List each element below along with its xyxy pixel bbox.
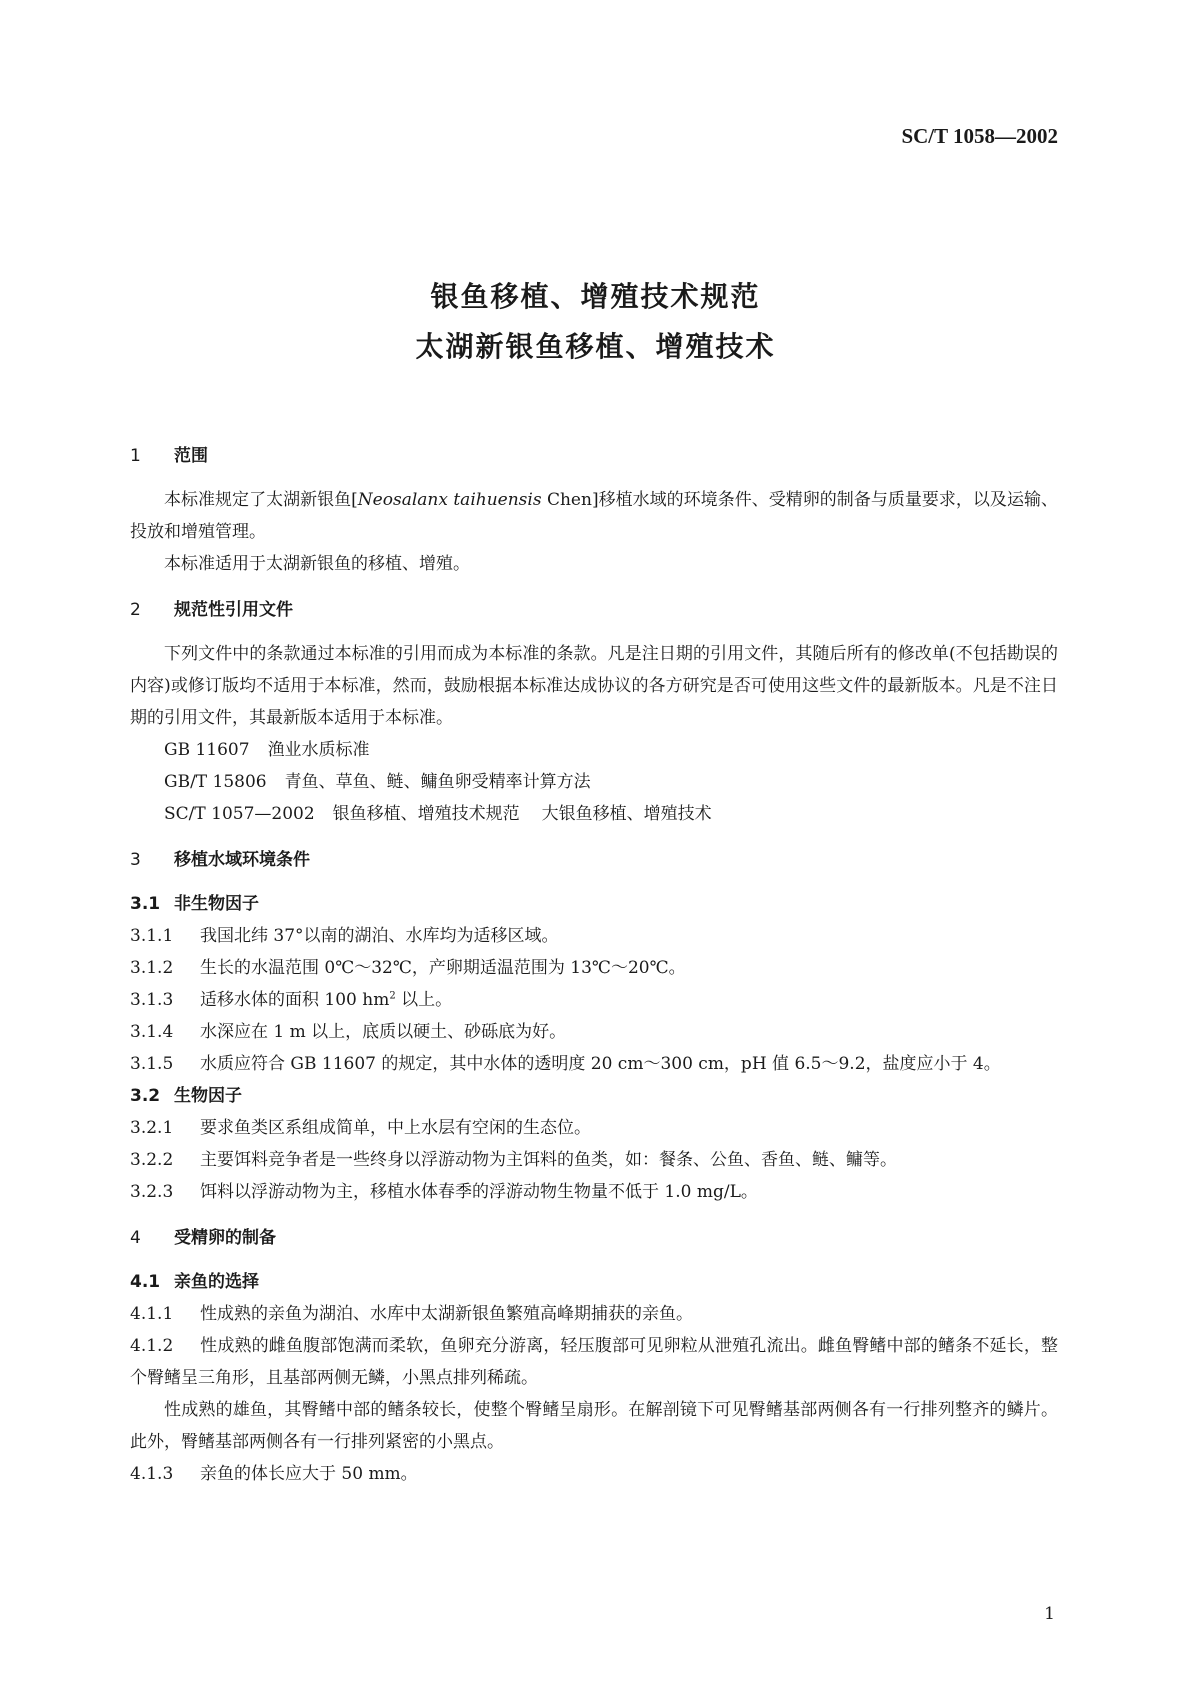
clause-text: 生长的水温范围 0℃～32℃，产卵期适温范围为 13℃～20℃。 [200, 958, 686, 978]
clause-text: 适移水体的面积 100 hm [200, 990, 390, 1010]
reference-code: SC/T 1057—2002 [164, 804, 315, 824]
section-2-heading [130, 594, 1058, 626]
title-block [0, 272, 1191, 372]
subsection-title: 生物因子 [174, 1086, 242, 1106]
clause-text: 我国北纬 37°以南的湖泊、水库均为适移区域。 [200, 926, 559, 946]
subsection-number: 3.2 [130, 1086, 161, 1106]
clause-3-1-2 [130, 952, 1058, 984]
clause-number: 3.1.1 [130, 926, 174, 946]
clause-3-1-3 [130, 984, 1058, 1016]
paragraph: 性成熟的雄鱼，其臀鳍中部的鳍条较长，使整个臀鳍呈扇形。在解剖镜下可见臀鳍基部两侧各有一行排列整齐的鳞片。此外，臀鳍基部两侧各有一行排列紧密的小黑点。 [130, 1400, 1058, 1452]
subsection-number: 4.1 [130, 1272, 161, 1292]
clause-3-2-2 [130, 1144, 1058, 1176]
section-title: 规范性引用文件 [174, 600, 293, 620]
clause-text: 饵料以浮游动物为主，移植水体春季的浮游动物生物量不低于 1.0 mg/L。 [200, 1182, 758, 1202]
subsection-3-2-heading [130, 1080, 1058, 1112]
clause-number: 4.1.1 [130, 1304, 174, 1324]
clause-3-1-1 [130, 920, 1058, 952]
clause-4-1-1 [130, 1298, 1058, 1330]
clause-text: 亲鱼的体长应大于 50 mm。 [200, 1464, 418, 1484]
section-title: 移植水域环境条件 [174, 850, 310, 870]
reference-subtitle: 大银鱼移植、增殖技术 [541, 804, 712, 824]
clause-text: 性成熟的亲鱼为湖泊、水库中太湖新银鱼繁殖高峰期捕获的亲鱼。 [200, 1304, 693, 1324]
section-title: 范围 [174, 446, 208, 466]
clause-3-2-1 [130, 1112, 1058, 1144]
section-number: 4 [130, 1228, 141, 1248]
subsection-4-1-heading [130, 1266, 1058, 1298]
superscript: 2 [389, 990, 396, 1002]
clause-number: 3.1.3 [130, 990, 174, 1010]
reference-code: GB/T 15806 [164, 772, 267, 792]
subsection-3-1-heading [130, 888, 1058, 920]
reference-title: 青鱼、草鱼、鲢、鳙鱼卵受精率计算方法 [284, 772, 591, 792]
title-line-2: 太湖新银鱼移植、增殖技术 [415, 330, 776, 363]
clause-number: 3.1.4 [130, 1022, 174, 1042]
clause-text: 水深应在 1 m 以上，底质以硬土、砂砾底为好。 [200, 1022, 567, 1042]
reference-code: GB 11607 [164, 740, 250, 760]
clause-number: 3.2.1 [130, 1118, 174, 1138]
clause-3-2-3 [130, 1176, 1058, 1208]
subsection-title: 非生物因子 [174, 894, 259, 914]
clause-3-1-4 [130, 1016, 1058, 1048]
clause-text: 水质应符合 GB 11607 的规定，其中水体的透明度 20 cm～300 cm，pH 值 6.5～9.2，盐度应小于 4。 [200, 1054, 1001, 1074]
clause-number: 3.1.2 [130, 958, 174, 978]
section-1-heading [130, 440, 1058, 472]
clause-text: 主要饵料竞争者是一些终身以浮游动物为主饵料的鱼类，如：餐条、公鱼、香鱼、鲢、鳙等。 [200, 1150, 897, 1170]
reference-item [130, 734, 1058, 766]
clause-number: 3.1.5 [130, 1054, 174, 1074]
paragraph [130, 484, 1058, 548]
paragraph: 本标准适用于太湖新银鱼的移植、增殖。 [164, 554, 470, 574]
clause-text: 性成熟的雌鱼腹部饱满而柔软，鱼卵充分游离，轻压腹部可见卵粒从泄殖孔流出。雌鱼臀鳍中部的鳍条不延长，整个臀鳍呈三角形，且基部两侧无鳞，小黑点排列稀疏。 [130, 1336, 1058, 1388]
paragraph: 下列文件中的条款通过本标准的引用而成为本标准的条款。凡是注日期的引用文件，其随后所有的修改单(不包括勘误的内容)或修订版均不适用于本标准，然而，鼓励根据本标准达成协议的各方研究是否可使用这些文件的最新版本。凡是不注日期的引用文件，其最新版本适用于本标准。 [130, 644, 1058, 728]
document-code: SC/T 1058—2002 [901, 124, 1058, 148]
section-3-heading [130, 844, 1058, 876]
reference-title: 银鱼移植、增殖技术规范 [332, 804, 520, 824]
clause-4-1-2 [130, 1330, 1058, 1394]
reference-item [130, 798, 1058, 830]
section-number: 3 [130, 850, 141, 870]
clause-number: 3.2.3 [130, 1182, 174, 1202]
latin-name: Neosalanx taihuensis [357, 490, 542, 510]
text-run: Chen]移植水域的环境条件、受精卵的制备与质量要求，以及运输、投放和增殖管理。 [130, 490, 1058, 542]
clause-text: 以上。 [395, 990, 453, 1010]
section-number: 1 [130, 446, 141, 466]
document-body [130, 440, 1058, 1490]
clause-number: 3.2.2 [130, 1150, 174, 1170]
clause-4-1-3 [130, 1458, 1058, 1490]
clause-3-1-5 [130, 1048, 1058, 1080]
section-number: 2 [130, 600, 141, 620]
reference-item [130, 766, 1058, 798]
reference-title: 渔业水质标准 [267, 740, 370, 760]
clause-number: 4.1.2 [130, 1336, 174, 1356]
text-run: 本标准规定了太湖新银鱼[ [164, 490, 358, 510]
page-number: 1 [1044, 1604, 1055, 1624]
clause-text: 要求鱼类区系组成简单，中上水层有空闲的生态位。 [200, 1118, 591, 1138]
title-line-1: 银鱼移植、增殖技术规范 [430, 280, 761, 313]
subsection-number: 3.1 [130, 894, 161, 914]
section-4-heading [130, 1222, 1058, 1254]
subsection-title: 亲鱼的选择 [174, 1272, 259, 1292]
clause-number: 4.1.3 [130, 1464, 174, 1484]
section-title: 受精卵的制备 [174, 1228, 276, 1248]
